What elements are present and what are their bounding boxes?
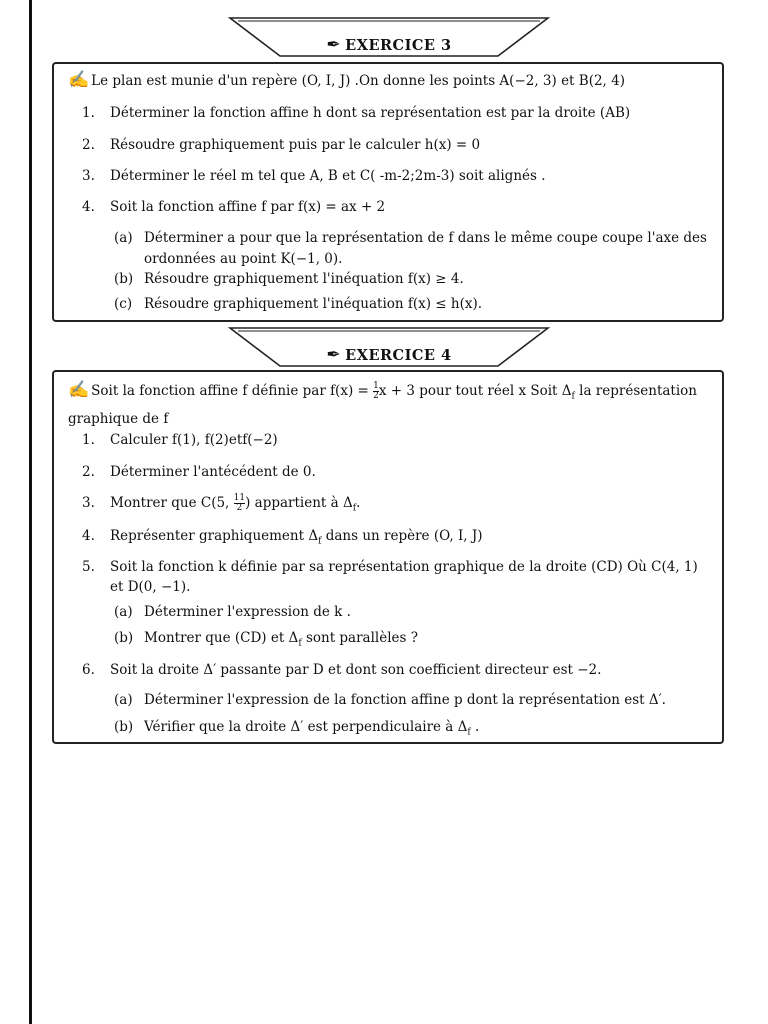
margin-line [29, 18, 32, 1024]
exercise-4-intro: ✍ Soit la fonction affine f définie par f(x) = $\frac{1}{2}$ x + 3 pour tout réel x Soit $\Delta_f$ la représentation graphique de f [68, 380, 697, 427]
hand-pen-icon: ✍ [68, 380, 90, 400]
ex4-item-1: 1. Calculer f(1), f(2)etf(−2) [82, 432, 278, 448]
ex4-item-2: 2. Déterminer l'antécédent de 0. [82, 464, 316, 480]
fraction-one-half: $\frac{1}{2}$ [373, 381, 379, 401]
ex3-subitem-a: (a) Déterminer a pour que la représentation de f dans le même coupe coupe l'axe des ordonnées au point K(−1, 0). [114, 230, 707, 267]
ex4-item-6-subitem-b: (b) Vérifier que la droite Δ′ est perpendiculaire à $\Delta_f$ . [114, 719, 480, 738]
exercise-4-banner [228, 326, 550, 368]
exercise-3-title: ✒ EXERCICE 3 [326, 35, 452, 55]
ex3-item-4: 4. Soit la fonction affine f par f(x) = ax + 2 [82, 199, 386, 215]
quill-icon: ✒ [326, 35, 342, 55]
ex4-item-3: 3. Montrer que C(5, $\frac{11}{2}$ ) appartient à $\Delta_f$. [82, 493, 361, 514]
ex3-item-2: 2. Résoudre graphiquement puis par le calculer h(x) = 0 [82, 137, 481, 153]
exercise-4-box [52, 370, 724, 744]
exercise-4-title: ✒ EXERCICE 4 [326, 345, 452, 365]
ex4-item-5: 5. Soit la fonction k définie par sa représentation graphique de la droite (CD) Où C(4, 1) et D(0, −1). [82, 559, 698, 595]
ex4-item-4: 4. Représenter graphiquement $\Delta_f$ dans un repère (O, I, J) [82, 528, 483, 547]
ex3-item-3: 3. Déterminer le réel m tel que A, B et C( -m-2;2m-3) soit alignés . [82, 168, 546, 184]
margin-line-top [29, 0, 32, 18]
hand-pen-icon: ✍ [68, 70, 90, 90]
exercise-3-intro: ✍ Le plan est munie d'un repère (O, I, J) .On donne les points A(−2, 3) et B(2, 4) [68, 70, 625, 90]
ex4-item-5-subitem-a: (a) Déterminer l'expression de k . [114, 604, 351, 620]
ex4-item-6: 6. Soit la droite Δ′ passante par D et dont son coefficient directeur est −2. [82, 662, 602, 678]
exercise-3-box [52, 62, 724, 322]
fraction-eleven-halves: $\frac{11}{2}$ [233, 493, 246, 513]
quill-icon: ✒ [326, 345, 342, 365]
ex4-item-5-subitem-b: (b) Montrer que (CD) et $\Delta_f$ sont parallèles ? [114, 630, 418, 649]
ex4-item-6-subitem-a: (a) Déterminer l'expression de la fonction affine p dont la représentation est Δ′. [114, 692, 666, 708]
exercise-3-banner [228, 16, 550, 58]
ex3-subitem-b: (b) Résoudre graphiquement l'inéquation f(x) ≥ 4. [114, 271, 464, 287]
ex3-subitem-c: (c) Résoudre graphiquement l'inéquation f(x) ≤ h(x). [114, 296, 483, 312]
ex3-item-1: 1. Déterminer la fonction affine h dont sa représentation est par la droite (AB) [82, 105, 631, 121]
